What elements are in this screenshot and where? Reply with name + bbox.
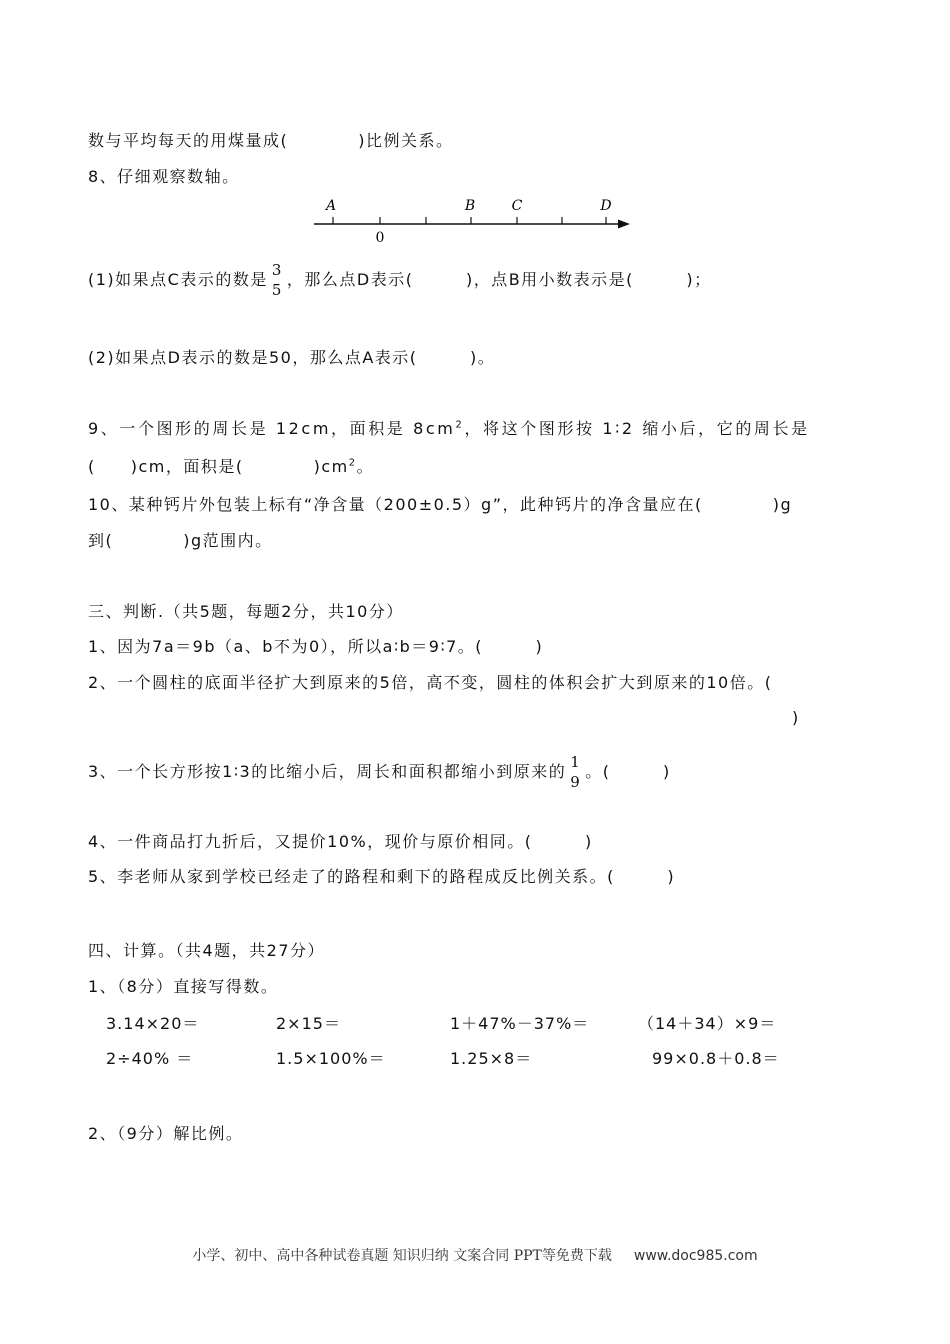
judge-item-3-text: 3、一个长方形按1∶3的比缩小后，周长和面积都缩小到原来的: [88, 762, 567, 781]
q10-line1: 10、某种钙片外包装上标有“净含量（200±0.5）g”，此种钙片的净含量应在( )g: [88, 495, 793, 514]
calc-item: （14＋34）×9＝: [638, 1014, 777, 1033]
judge-item-3-end: 。( ): [585, 762, 671, 781]
fraction-1-9: [570, 754, 581, 791]
judge-item-3: [88, 754, 671, 791]
q8-part1-before: (1)如果点C表示的数是: [88, 270, 268, 289]
label-c: C: [511, 198, 523, 214]
fraction-3-5: [272, 262, 283, 299]
fraction-den: 9: [570, 773, 582, 791]
judge-item-5: 5、李老师从家到学校已经走了的路程和剩下的路程成反比例关系。( ): [88, 867, 676, 886]
footer-text: 小学、初中、高中各种试卷真题 知识归纳 文案合同 PPT等免费下载: [192, 1248, 612, 1264]
q10-line2: 到( )g范围内。: [88, 531, 273, 550]
footer-site-link[interactable]: www.doc985.com: [633, 1248, 758, 1264]
page-footer: [0, 1245, 950, 1265]
calc-item: 2×15＝: [276, 1014, 341, 1033]
q8-part1: [88, 262, 712, 299]
number-line: [300, 190, 640, 250]
section3-heading: 三、判断.（共5题，每题2分，共10分）: [88, 602, 404, 621]
calc-item: 1.25×8＝: [450, 1049, 533, 1068]
q9-line1: [88, 416, 810, 439]
fraction-num: 1: [570, 753, 582, 771]
q8-title: 8、仔细观察数轴。: [88, 167, 240, 186]
label-b: B: [464, 198, 476, 214]
q9-line2-b: 。: [356, 457, 375, 476]
q9-line2-a: ( )cm，面积是( )cm: [88, 457, 349, 476]
fraction-num: 3: [271, 261, 283, 279]
section4-heading: 四、计算。（共4题，共27分）: [88, 941, 326, 960]
calc-item: 1＋47%－37%＝: [450, 1014, 590, 1033]
q9-line2: [88, 454, 374, 477]
label-d: D: [600, 198, 612, 214]
calc-item: 99×0.8＋0.8＝: [652, 1049, 780, 1068]
q7-tail: 数与平均每天的用煤量成( )比例关系。: [88, 131, 454, 150]
judge-item-2-close: ): [792, 708, 800, 727]
judge-item-2: 2、一个圆柱的底面半径扩大到原来的5倍，高不变，圆柱的体积会扩大到原来的10倍。(: [88, 673, 773, 692]
q9-line1-sup: 2: [455, 419, 465, 431]
judge-item-4: 4、一件商品打九折后，又提价10%，现价与原价相同。( ): [88, 832, 593, 851]
calc-q2-title: 2、（9分）解比例。: [88, 1124, 244, 1143]
calc-item: 2÷40% ＝: [106, 1049, 194, 1068]
label-0: 0: [375, 230, 385, 246]
q8-part2: (2)如果点D表示的数是50，那么点A表示( )。: [88, 348, 496, 367]
label-a: A: [325, 198, 337, 214]
calc-item: 3.14×20＝: [106, 1014, 200, 1033]
fraction-den: 5: [271, 281, 283, 299]
judge-item-1: 1、因为7a＝9b（a、b不为0），所以a∶b＝9∶7。( ): [88, 637, 544, 656]
q9-line2-sup: 2: [348, 457, 357, 469]
number-line-arrow: [618, 220, 630, 229]
calc-q1-title: 1、（8分）直接写得数。: [88, 977, 279, 996]
q8-part1-after: ，那么点D表示( )，点B用小数表示是( )；: [286, 270, 712, 289]
q9-line1-b: ，将这个图形按 1∶2 缩小后，它的周长是: [464, 419, 810, 438]
calc-item: 1.5×100%＝: [276, 1049, 386, 1068]
q9-line1-a: 9、一个图形的周长是 12cm，面积是 8cm: [88, 419, 456, 438]
